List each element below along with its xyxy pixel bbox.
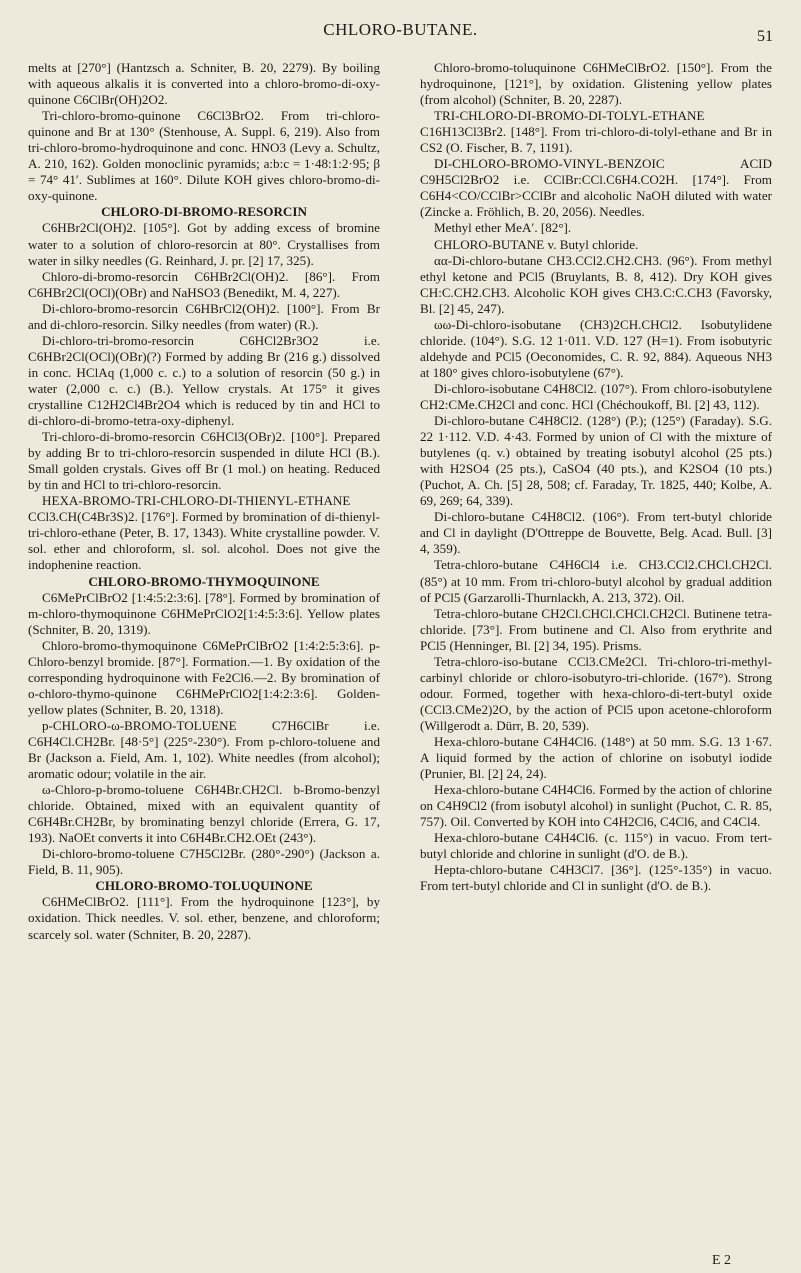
entry-paragraph: Chloro-bromo-thymoquinone C6MePrClBrO2 [1:4:2:5:3:6]. p-Chloro-benzyl bromide. [87°]. Formation.—1. By oxidation of the corresponding hydroquinone with Fe2Cl6.—2. By bromination of o-chloro-thymo-quinone C6HMePrClO2[1:4:2:3:6]. Golden-yellow plates (Schniter, B. 20, 1318). — [28, 637, 380, 717]
entry-paragraph: melts at [270°] (Hantzsch a. Schniter, B. 20, 2279). By boiling with aqueous alkalis it is converted into a chloro-bromo-di-oxy-quinone C6ClBr(OH)2O2. — [28, 60, 380, 108]
entry-paragraph: C6HMeClBrO2. [111°]. From the hydroquinone [123°], by oxidation. Thick needles. V. sol. ether, benzene, and chloroform; scarcely sol. water (Schniter, B. 20, 2287). — [28, 894, 380, 942]
entry-paragraph: Tri-chloro-bromo-quinone C6Cl3BrO2. From tri-chloro-quinone and Br at 130° (Stenhouse, A. Suppl. 6, 219). Also from tri-chloro-bromo-hydroquinone and conc. HNO3 (Levy a. Schultz, A. 210, 162). Golden monoclinic pyramids; a:b:c = 1·48:1:2·95; β = 74° 41′. Sublimes at 160°. Dilute KOH gives chloro-bromo-di-oxy-quinone. — [28, 108, 380, 204]
entry-heading: CHLORO-BROMO-THYMOQUINONE — [88, 573, 320, 589]
entry-paragraph: Di-chloro-butane C4H8Cl2. (106°). From tert-butyl chloride and Cl in daylight (D'Ottreppe de Bouvette, Belg. Acad. Bull. [3] 4, 359). — [420, 509, 772, 557]
entry-paragraph: Hexa-chloro-butane C4H4Cl6. Formed by the action of chlorine on C4H9Cl2 (from isobutyl alcohol) in sunlight (Puchot, C. R. 85, 757). Oil. Converted by KOH into C4H2Cl6, C4Cl6, and C4Cl4. — [420, 782, 772, 830]
entry-paragraph: Di-chloro-tri-bromo-resorcin C6HCl2Br3O2 i.e. C6HBr2Cl(OCl)(OBr)(?) Formed by adding Br (216 g.) dissolved in conc. HClAq (1,000 c. c.) to a solution of resorcin (50 g.) in water (2,000 c. c.) (B.). Yellow crystals. At 175° it gives crystalline C12H2Cl4Br2O4 which is reduced by tin and HCl to di-chloro-di-bromo-tetra-oxy-diphenyl. — [28, 332, 380, 429]
entry-paragraph: Di-chloro-bromo-toluene C7H5Cl2Br. (280°-290°) (Jackson a. Field, B. 11, 905). — [28, 846, 380, 878]
running-head: CHLORO-BUTANE. — [323, 20, 478, 39]
entry-heading: CHLORO-DI-BROMO-RESORCIN — [101, 204, 307, 220]
entry-paragraph: C6HBr2Cl(OH)2. [105°]. Got by adding excess of bromine water to a solution of chloro-resorcin at 80°. Crystallises from water in silky needles (G. Reinhard, J. pr. [2] 17, 325). — [28, 220, 380, 268]
entry-paragraph: Tetra-chloro-iso-butane CCl3.CMe2Cl. Tri-chloro-tri-methyl-carbinyl chloride or chloro-isobutyro-tri-chloride. (167°). Strong odour. Formed, together with hexa-chloro-di-tert-butyl oxide (CCl3.CMe2)2O, by the action of PCl5 upon acetone-chloroform (Willgerodt a. Dürr, B. 20, 539). — [420, 653, 772, 733]
entry-paragraph: Hexa-chloro-butane C4H4Cl6. (c. 115°) in vacuo. From tert-butyl chloride and chlorine in sunlight (d'O. de B.). — [420, 830, 772, 862]
entry-paragraph: ωω-Di-chloro-isobutane (CH3)2CH.CHCl2. Isobutylidene chloride. (104°). S.G. 12 1·011. V.D. 127 (H=1). From isobutyric aldehyde and PCl5 (Oeconomides, C. R. 92, 884). Aqueous NH3 at 180° gives chloro-isobutylene (67°). — [420, 316, 772, 380]
entry-paragraph: Methyl ether MeA′. [82°]. — [434, 220, 572, 236]
entry-paragraph: Tetra-chloro-butane C4H6Cl4 i.e. CH3.CCl2.CHCl.CH2Cl. (85°) at 10 mm. From tri-chloro-butyl alcohol by gradual addition of PCl5 (Garzarolli-Thurnlackh, A. 213, 372). Oil. — [420, 557, 772, 605]
entry-paragraph: Tetra-chloro-butane CH2Cl.CHCl.CHCl.CH2Cl. Butinene tetra-chloride. [73°]. From butinene and Cl. Also from erythrite and PCl5 (Henninger, Bl. [2] 34, 195). Prisms. — [420, 605, 772, 653]
entry-paragraph: p-CHLORO-ω-BROMO-TOLUENE C7H6ClBr i.e. C6H4Cl.CH2Br. [48·5°] (225°-230°). From p-chloro-toluene and Br (Jackson a. Field, Am. 1, 102). White needles (from alcohol); aromatic odour; volatile in the air. — [28, 717, 380, 782]
signature-mark: E 2 — [711, 1253, 731, 1268]
entry-paragraph: Chloro-bromo-toluquinone C6HMeClBrO2. [150°]. From the hydroquinone, [121°], by oxidation. Glistening yellow plates (from alcohol) (Schniter, B. 20, 2287). — [420, 60, 772, 108]
page-number: 51 — [757, 28, 773, 45]
entry-paragraph: HEXA-BROMO-TRI-CHLORO-DI-THIENYL-ETHANE CCl3.CH(C4Br3S)2. [176°]. Formed by bromination of di-thienyl-tri-chloro-ethane (Peter, B. 17, 1343). White crystalline powder. V. sol. ether and chloroform, sl. sol. alcohol. Does not give the indophenine reaction. — [28, 493, 380, 573]
entry-paragraph: CHLORO-BUTANE v. Butyl chloride. — [434, 236, 639, 252]
entry-paragraph: αα-Di-chloro-butane CH3.CCl2.CH2.CH3. (96°). From methyl ethyl ketone and PCl5 (Bruylants, B. 8, 412). Dry KOH gives CH:C.CH2.CH3. Alcoholic KOH gives CH3.C:C.CH3 (Favorsky, Bl. [2] 45, 247). — [420, 252, 772, 316]
entry-paragraph: Di-chloro-butane C4H8Cl2. (128°) (P.); (125°) (Faraday). S.G. 22 1·112. V.D. 4·43. Formed by union of Cl with the mixture of butylenes (q. v.) obtained by treating isobutyl alcohol (25 pts.) with H2SO4 (25 pts.), CaSO4 (40 pts.), and K2SO4 (10 pts.) (Puchot, A. Ch. [5] 28, 508; cf. Faraday, Tr. 1825, 440; Kolbe, A. 69, 269; 64, 339). — [420, 413, 772, 509]
entry-heading: CHLORO-BROMO-TOLUQUINONE — [95, 878, 313, 894]
entry-paragraph: Di-chloro-bromo-resorcin C6HBrCl2(OH)2. [100°]. From Br and di-chloro-resorcin. Silky needles (from water) (R.). — [28, 300, 380, 332]
entry-paragraph: C6MePrClBrO2 [1:4:5:2:3:6]. [78°]. Formed by bromination of m-chloro-thymoquinone C6HMePrClO2[1:4:5:3:6]. Yellow plates (Schniter, B. 20, 1319). — [28, 589, 380, 637]
entry-paragraph: ω-Chloro-p-bromo-toluene C6H4Br.CH2Cl. b-Bromo-benzyl chloride. Obtained, mixed with an equivalent quantity of C6H4Br.CH2Br, by brominating benzyl chloride (Errera, G. 17, 193). NaOEt converts it into C6H4Br.CH2.OEt (243°). — [28, 782, 380, 846]
left-column — [28, 60, 380, 943]
entry-paragraph: TRI-CHLORO-DI-BROMO-DI-TOLYL-ETHANE C16H13Cl3Br2. [148°]. From tri-chloro-di-tolyl-ethane and Br in CS2 (O. Fischer, B. 7, 1191). — [420, 108, 772, 156]
entry-paragraph: Hexa-chloro-butane C4H4Cl6. (148°) at 50 mm. S.G. 13 1·67. A liquid formed by the action of chlorine on isobutyl iodide (Prunier, Bl. [2] 24, 24). — [420, 733, 772, 782]
entry-paragraph: Chloro-di-bromo-resorcin C6HBr2Cl(OH)2. [86°]. From C6HBr2Cl(OCl)(OBr) and NaHSO3 (Benedikt, M. 4, 227). — [28, 268, 380, 300]
entry-paragraph: Hepta-chloro-butane C4H3Cl7. [36°]. (125°-135°) in vacuo. From tert-butyl chloride and Cl in sunlight (d'O. de B.). — [420, 862, 772, 894]
entry-paragraph: Tri-chloro-di-bromo-resorcin C6HCl3(OBr)2. [100°]. Prepared by adding Br to tri-chloro-resorcin suspended in dilute HCl (B.). Small golden crystals. Gives off Br (1 mol.) on heating. Reduced by tin and HCl to tri-chloro-resorcin. — [28, 429, 380, 493]
entry-paragraph: DI-CHLORO-BROMO-VINYL-BENZOIC ACID C9H5Cl2BrO2 i.e. CClBr:CCl.C6H4.CO2H. [174°]. From C6H4<CO/CClBr>CClBr and alcoholic NaOH diluted with water (Zincke a. Fröhlich, B. 20, 2056). Needles. — [420, 156, 772, 220]
right-column — [420, 60, 772, 894]
entry-paragraph: Di-chloro-isobutane C4H8Cl2. (107°). From chloro-isobutylene CH2:CMe.CH2Cl and conc. HCl (Chéchoukoff, Bl. [2] 43, 112). — [420, 380, 772, 412]
